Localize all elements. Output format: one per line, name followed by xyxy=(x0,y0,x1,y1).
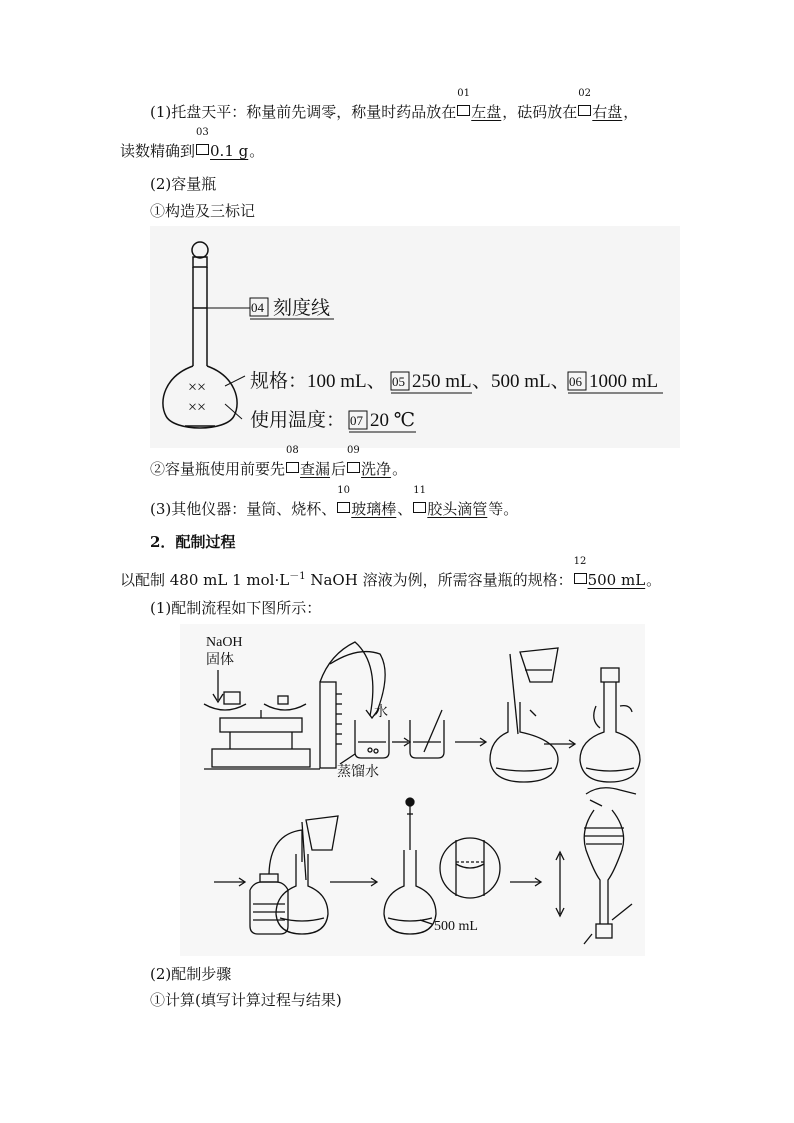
answer-blank-03: 03 0.1 g xyxy=(196,127,249,160)
svg-text:蒸馏水: 蒸馏水 xyxy=(337,765,379,780)
svg-text:20 ℃: 20 ℃ xyxy=(370,410,416,431)
answer-blank-10: 10 玻璃棒 xyxy=(337,485,397,518)
svg-text:500 mL: 500 mL xyxy=(434,919,478,934)
mark-line-label xyxy=(250,297,334,319)
svg-text:05: 05 xyxy=(392,374,405,389)
answer-blank-12: 12 500 mL xyxy=(573,556,646,589)
answer-blank-02: 02 右盘 xyxy=(578,88,623,121)
svg-text:06: 06 xyxy=(569,374,582,389)
svg-text:××: ×× xyxy=(188,399,207,416)
preparation-process-figure xyxy=(180,624,645,956)
svg-text:07: 07 xyxy=(350,413,363,428)
temperature-label xyxy=(250,409,416,432)
volumetric-flask-heading: (2)容量瓶 xyxy=(150,175,217,193)
svg-text:、500 mL、: 、500 mL、 xyxy=(472,371,570,392)
svg-text:固体: 固体 xyxy=(206,653,234,668)
svg-text:规格：100 mL、: 规格：100 mL、 xyxy=(250,371,386,392)
answer-blank-08: 08 查漏 xyxy=(286,445,331,478)
process-heading: (1)配制流程如下图所示： xyxy=(150,599,322,617)
balance-paragraph: (1)托盘天平：称量前先调零，称量时药品放在 01 左盘，砝码放在 02 右盘， xyxy=(150,88,639,121)
answer-blank-01: 01 左盘 xyxy=(457,88,502,121)
answer-blank-09: 09 洗净 xyxy=(347,445,392,478)
svg-text:NaOH: NaOH xyxy=(206,635,243,650)
svg-text:1000 mL: 1000 mL xyxy=(589,371,659,392)
section-heading: 2．配制过程 xyxy=(150,533,236,551)
spec-label xyxy=(250,370,663,393)
structure-heading: ①构造及三标记 xyxy=(150,202,256,220)
flask-usage-paragraph: ②容量瓶使用前要先 08 查漏后 09 洗净。 xyxy=(150,445,408,478)
example-paragraph: 以配制 480 mL 1 $mol\cdot L^{-1}$ NaOH 溶液为例，所需容量瓶的规格： 12 500 mL。 xyxy=(120,556,662,589)
volumetric-flask-figure xyxy=(150,226,680,448)
svg-text:刻度线: 刻度线 xyxy=(273,298,331,319)
answer-blank-11: 11 胶头滴管 xyxy=(413,485,488,518)
svg-text:使用温度：: 使用温度： xyxy=(250,410,346,431)
svg-text:250 mL: 250 mL xyxy=(412,371,472,392)
svg-text:水: 水 xyxy=(374,705,388,720)
other-instruments-paragraph: (3)其他仪器：量筒、烧杯、 10 玻璃棒、 11 胶头滴管等。 xyxy=(150,485,519,518)
svg-text:04: 04 xyxy=(251,300,264,315)
svg-text:××: ×× xyxy=(188,379,207,396)
calculation-heading: ①计算(填写计算过程与结果) xyxy=(150,991,342,1009)
steps-heading: (2)配制步骤 xyxy=(150,965,232,983)
balance-paragraph-cont: 读数精确到 03 0.1 g。 xyxy=(120,127,265,160)
